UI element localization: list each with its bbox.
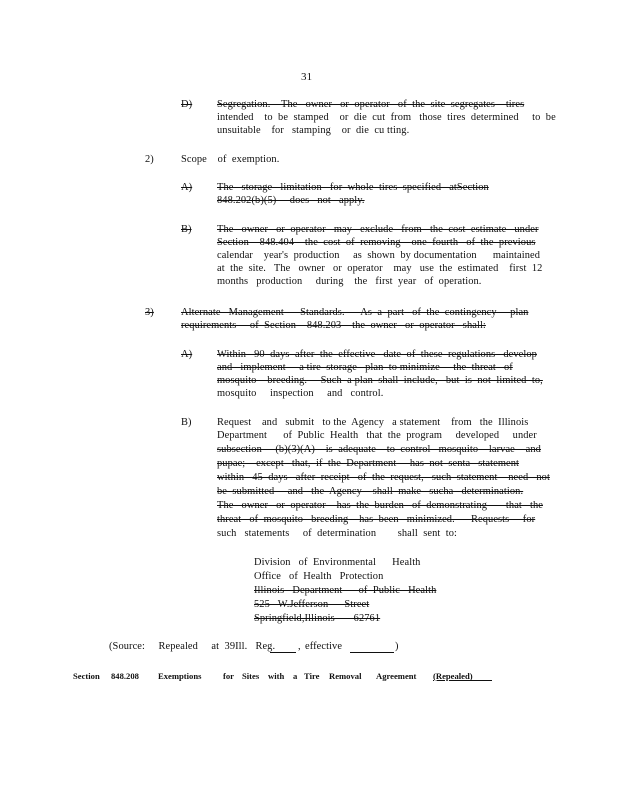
section-code: 848.208 <box>111 671 139 681</box>
item-3a-line-2: and implement a tire storage plan to minimize the threat of <box>217 362 513 373</box>
item-2a-label: A) <box>181 182 193 193</box>
address-line-3: Illinois Department of Public Health <box>254 585 437 596</box>
item-2b-line-2: Section 848.404 the cost of removing one fourth of the previous <box>217 237 536 248</box>
item-3b-line-9: such statements of determination shall sent to: <box>217 528 458 539</box>
address-line-5: Springfield,Illinois 62761 <box>254 613 381 624</box>
item-d-line-2: intended to be stamped or die cut from those tires determined to be <box>217 112 556 123</box>
item-3-line-2: requirements of Section 848.203 the owner or operator shall: <box>181 320 486 331</box>
item-d-line-3: unsuitable for stamping or die cu tting. <box>217 125 410 136</box>
section-word-agreement: Agreement <box>376 671 417 681</box>
item-2b-line-5: months production during the first year of operation. <box>217 276 482 287</box>
item-3a-line-4: mosquito inspection and control. <box>217 388 384 399</box>
item-3b-line-7: The owner or operator has the burden of demonstrating that the <box>217 500 543 511</box>
item-3b-line-4: pupae; except that, if the Department has not senta statement <box>217 458 520 469</box>
item-2-title: Scope of exemption. <box>181 154 280 165</box>
source-blank-2 <box>350 652 394 653</box>
item-3b-line-8: threat of mosquito breeding has been minimized. Requests for <box>217 514 536 525</box>
item-2b-label: B) <box>181 224 192 235</box>
page-number: 31 <box>301 71 313 83</box>
source-effective: effective <box>305 641 343 652</box>
item-2b-line-3: calendar year's production as shown by documentation maintained <box>217 250 541 261</box>
item-3a-line-1: Within 90 days after the effective date of these regulations develop <box>217 349 537 360</box>
item-d-line-1: Segregation. The owner or operator of the site segregates tires <box>217 99 525 110</box>
item-2b-line-1: The owner or operator may exclude from the cost estimate under <box>217 224 539 235</box>
source-comma: , <box>298 641 301 652</box>
source-prefix: (Source: Repealed at 39Ill. Reg. <box>109 641 276 652</box>
section-word-for: for <box>223 671 234 681</box>
item-2b-line-4: at the site. The owner or operator may use the estimated first 12 <box>217 263 543 274</box>
address-line-1: Division of Environmental Health <box>254 557 421 568</box>
item-2a-line-2: 848.202(b)(5) does not apply. <box>217 195 365 206</box>
section-word-removal: Removal <box>329 671 362 681</box>
item-3-label: 3) <box>145 307 154 318</box>
section-word-a: a <box>293 671 298 681</box>
section-word-repealed: (Repealed) <box>433 671 473 681</box>
item-3b-line-1: Request and submit to the Agency a statement from the Illinois <box>217 417 529 428</box>
item-3a-label: A) <box>181 349 193 360</box>
section-word-with: with <box>268 671 285 681</box>
item-3b-line-2: Department of Public Health that the program developed under <box>217 430 537 441</box>
section-underline-tail <box>468 680 492 681</box>
item-3b-line-6: be submitted and the Agency shall make sucha determination. <box>217 486 524 497</box>
address-line-2: Office of Health Protection <box>254 571 384 582</box>
section-word-tire: Tire <box>304 671 320 681</box>
item-2-label: 2) <box>145 154 154 165</box>
address-line-4: 525 W.Jefferson Street <box>254 599 370 610</box>
item-3b-label: B) <box>181 417 192 428</box>
item-3a-line-3: mosquito breeding. Such a plan shall include, but is not limited to, <box>217 375 543 386</box>
item-d-label: D) <box>181 99 193 110</box>
item-2a-line-1: The storage limitation for whole tires specified atSection <box>217 182 489 193</box>
item-3-line-1: Alternate Management Standards. As a part of the contingency plan <box>181 307 529 318</box>
source-blank-1 <box>270 652 296 653</box>
item-3b-line-5: within 45 days after receipt of the request, such statement need not <box>217 472 550 483</box>
section-label: Section <box>73 671 100 681</box>
section-word-exemptions: Exemptions <box>158 671 202 681</box>
item-3b-line-3: subsection (b)(3)(A) is adequate to control mosquito larvae and <box>217 444 541 455</box>
section-word-sites: Sites <box>242 671 260 681</box>
source-close: ) <box>395 641 399 652</box>
